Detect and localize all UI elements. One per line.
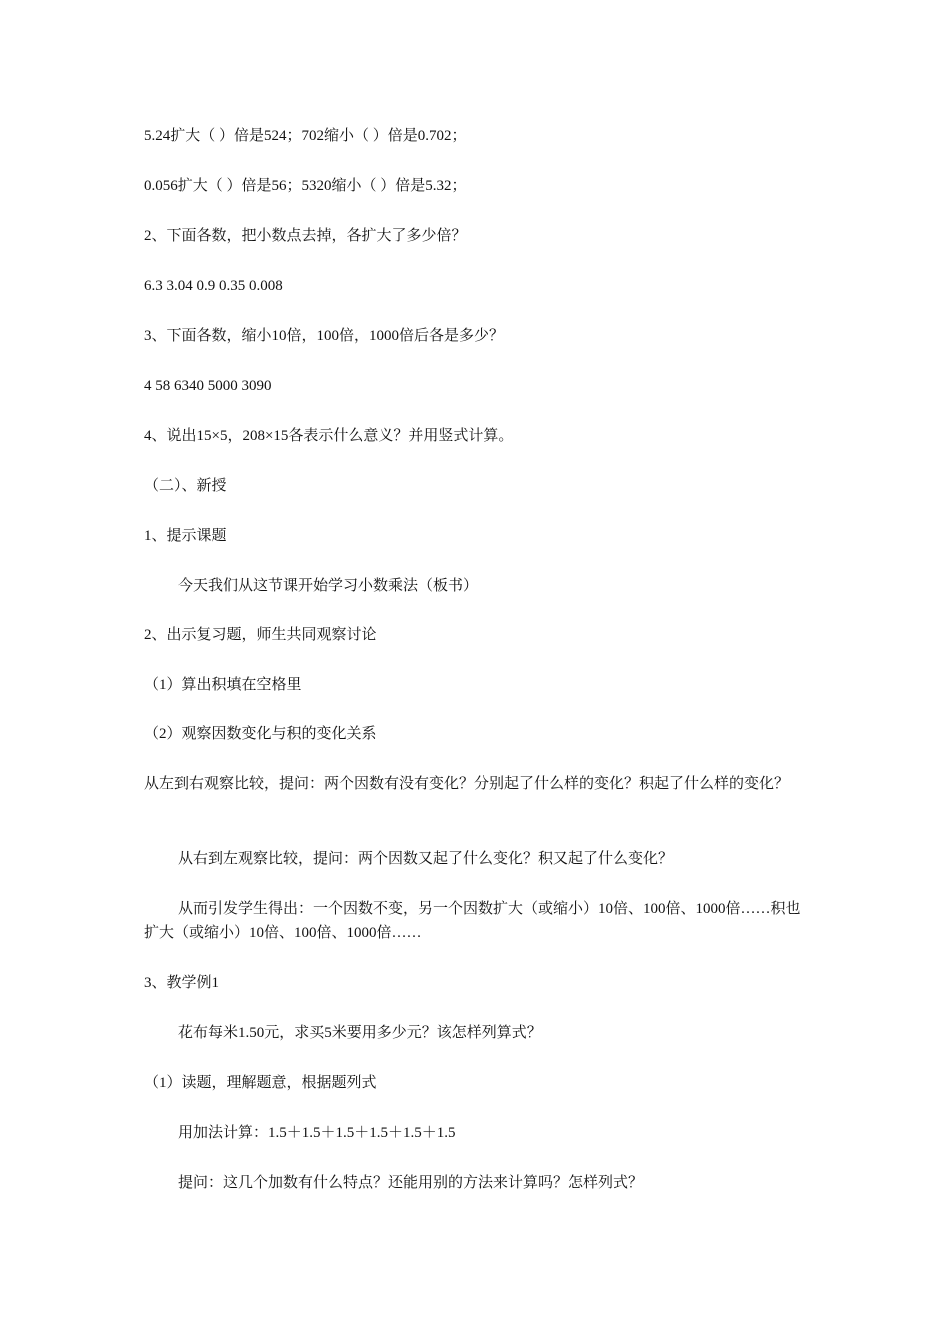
step-2-item-1: （1）算出积填在空格里 — [144, 677, 302, 693]
observe-right-to-left: 从右到左观察比较，提问：两个因数又起了什么变化？积又起了什么变化？ — [178, 851, 674, 867]
example-1-step-1: （1）读题，理解题意，根据题列式 — [144, 1075, 377, 1091]
exercise-line-1: 5.24扩大（ ）倍是524；702缩小（ ）倍是0.702； — [144, 128, 467, 144]
followup-question: 提问：这几个加数有什么特点？还能用别的方法来计算吗？怎样列式？ — [178, 1175, 644, 1191]
question-3: 3、下面各数，缩小10倍，100倍，1000倍后各是多少？ — [144, 328, 505, 344]
number-list-1: 6.3 3.04 0.9 0.35 0.008 — [144, 278, 283, 294]
question-2: 2、下面各数，把小数点去掉，各扩大了多少倍？ — [144, 228, 467, 244]
step-3-heading: 3、教学例1 — [144, 975, 220, 991]
example-1-problem: 花布每米1.50元，求买5米要用多少元？该怎样列算式？ — [178, 1025, 542, 1041]
step-1-heading: 1、提示课题 — [144, 528, 227, 544]
step-2-heading: 2、出示复习题，师生共同观察讨论 — [144, 627, 377, 643]
exercise-line-2: 0.056扩大（ ）倍是56；5320缩小（ ）倍是5.32； — [144, 178, 467, 194]
conclusion-paragraph — [144, 897, 812, 945]
step-2-item-2: （2）观察因数变化与积的变化关系 — [144, 726, 377, 742]
step-1-text: 今天我们从这节课开始学习小数乘法（板书） — [178, 578, 479, 594]
observe-left-to-right: 从左到右观察比较，提问：两个因数有没有变化？分别起了什么样的变化？积起了什么样的变化？ — [144, 776, 790, 792]
number-list-2: 4 58 6340 5000 3090 — [144, 378, 272, 394]
section-heading: （二）、新授 — [144, 478, 227, 494]
question-4: 4、说出15×5，208×15各表示什么意义？并用竖式计算。 — [144, 428, 514, 444]
addition-method: 用加法计算：1.5＋1.5＋1.5＋1.5＋1.5＋1.5 — [178, 1125, 456, 1141]
conclusion-text: 从而引发学生得出：一个因数不变，另一个因数扩大（或缩小）10倍、100倍、1000倍……积也扩大（或缩小）10倍、100倍、1000倍…… — [144, 901, 801, 941]
